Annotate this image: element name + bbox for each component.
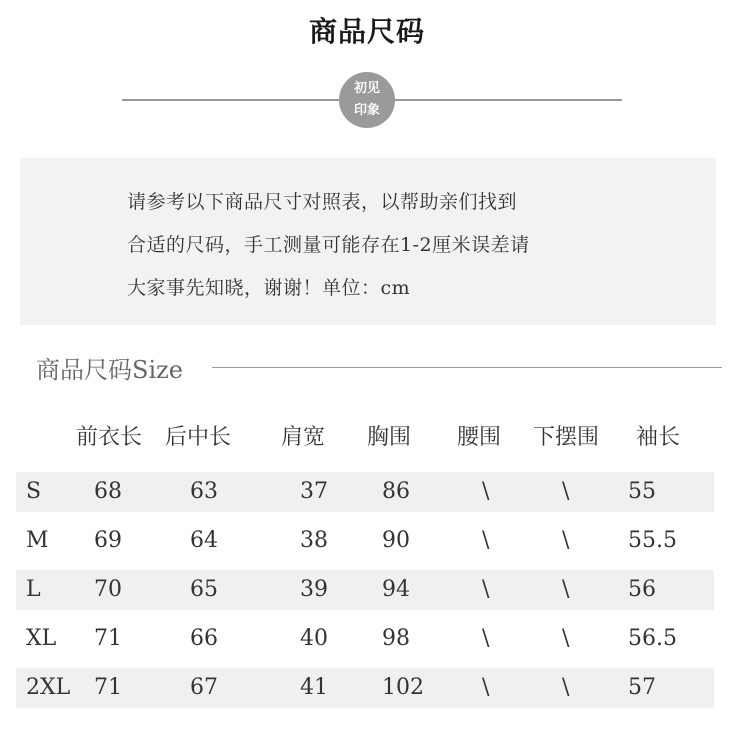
section-heading: 商品尺码Size	[36, 356, 183, 384]
value-cell: \	[562, 528, 570, 553]
note-line-1: 请参考以下商品尺寸对照表，以帮助亲们找到	[127, 191, 518, 213]
value-cell: 70	[94, 577, 122, 602]
note-line-3: 大家事先知晓，谢谢！单位：cm	[127, 277, 411, 299]
value-cell: \	[482, 577, 490, 602]
value-cell: 37	[300, 479, 328, 504]
header-front-length: 前衣长	[76, 425, 143, 450]
size-cell: XL	[26, 626, 57, 651]
value-cell: 68	[94, 479, 122, 504]
value-cell: 67	[190, 675, 218, 700]
size-cell: S	[26, 479, 42, 504]
value-cell: \	[562, 577, 570, 602]
badge-line-1: 初见	[353, 81, 380, 96]
value-cell: \	[482, 626, 490, 651]
section-divider	[212, 367, 722, 368]
value-cell: 40	[300, 626, 328, 651]
value-cell: 102	[382, 675, 424, 700]
value-cell: 71	[94, 675, 122, 700]
value-cell: \	[562, 626, 570, 651]
value-cell: 64	[190, 528, 218, 553]
value-cell: \	[562, 675, 570, 700]
value-cell: 38	[300, 528, 328, 553]
value-cell: 56.5	[628, 626, 677, 651]
value-cell: \	[482, 528, 490, 553]
value-cell: 71	[94, 626, 122, 651]
value-cell: 65	[190, 577, 218, 602]
size-cell: L	[26, 577, 41, 602]
value-cell: 55	[628, 479, 656, 504]
header-hem: 下摆围	[533, 425, 600, 450]
value-cell: \	[562, 479, 570, 504]
value-cell: 86	[382, 479, 410, 504]
page-title: 商品尺码	[308, 15, 425, 48]
header-waist: 腰围	[457, 425, 502, 450]
header-chest: 胸围	[367, 425, 412, 450]
header-sleeve: 袖长	[636, 425, 681, 450]
value-cell: 66	[190, 626, 218, 651]
value-cell: 90	[382, 528, 410, 553]
badge-line-2: 印象	[353, 103, 380, 118]
brand-badge	[339, 72, 395, 128]
value-cell: 94	[382, 577, 410, 602]
value-cell: 56	[628, 577, 656, 602]
table-row	[16, 570, 714, 610]
note-line-2: 合适的尺码，手工测量可能存在1-2厘米误差请	[127, 234, 530, 256]
header-back-length: 后中长	[165, 425, 232, 450]
value-cell: 63	[190, 479, 218, 504]
size-cell: M	[26, 528, 49, 553]
value-cell: 55.5	[628, 528, 677, 553]
value-cell: 41	[300, 675, 328, 700]
value-cell: \	[482, 479, 490, 504]
table-row	[16, 668, 714, 708]
value-cell: 98	[382, 626, 410, 651]
header-shoulder: 肩宽	[281, 425, 326, 450]
table-row	[16, 619, 714, 659]
table-row	[16, 521, 714, 561]
value-cell: 39	[300, 577, 328, 602]
value-cell: 69	[94, 528, 122, 553]
value-cell: 57	[628, 675, 656, 700]
value-cell: \	[482, 675, 490, 700]
size-cell: 2XL	[26, 675, 71, 700]
table-row	[16, 472, 714, 512]
